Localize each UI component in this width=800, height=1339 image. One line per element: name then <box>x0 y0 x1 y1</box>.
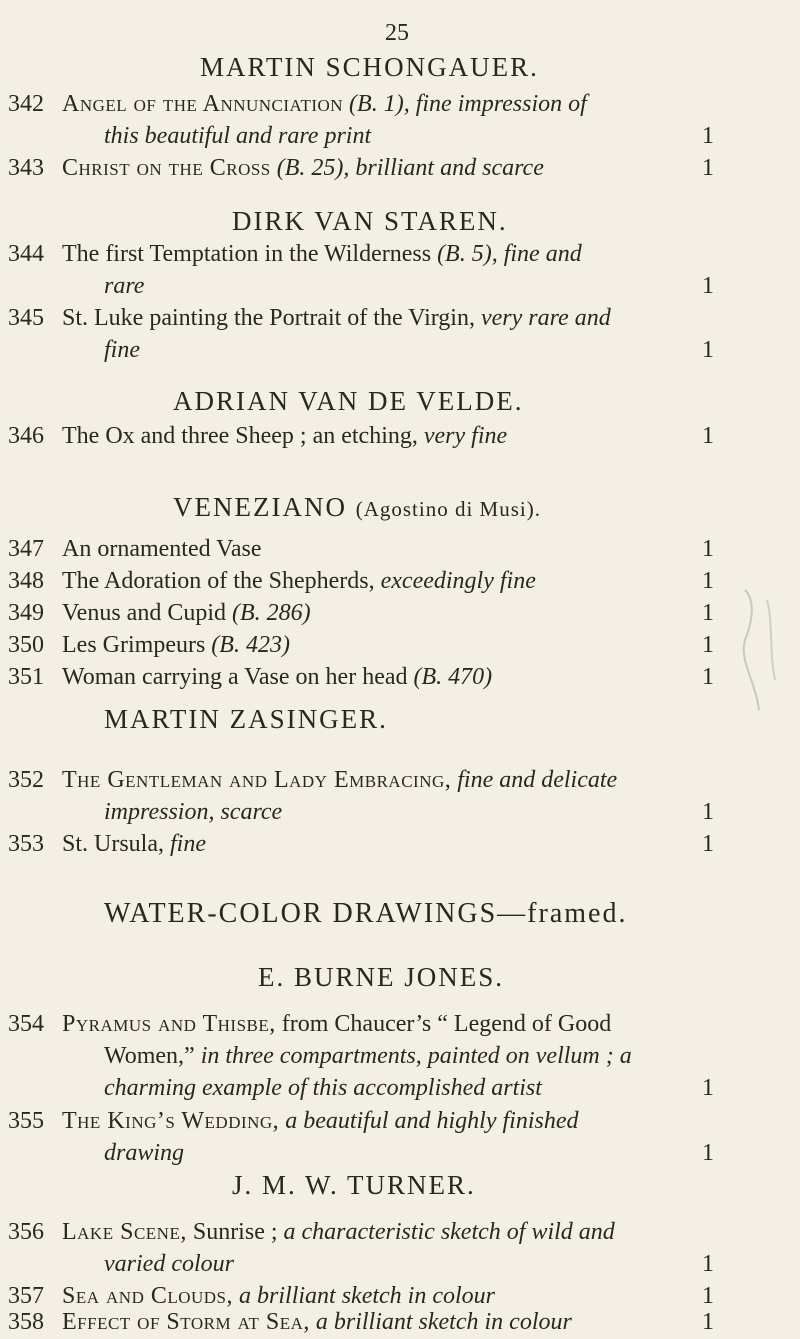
lot-ref: (B. 5), <box>437 241 498 267</box>
lot-description <box>62 1306 712 1338</box>
lot-description <box>62 764 712 796</box>
lot-ref: (B. 25), <box>276 155 350 181</box>
lot-number: 345 <box>8 305 44 331</box>
section-heading-schongauer: MARTIN SCHONGAUER. <box>200 52 539 82</box>
lot-description <box>62 828 712 860</box>
lot-desc: from Chaucer’s “ Legend of Good <box>281 1011 612 1037</box>
lot-number: 354 <box>8 1011 44 1037</box>
lot-number: 351 <box>8 664 44 690</box>
lot-desc-cont: drawing <box>104 1140 185 1166</box>
lot-desc-cont2: charming example of this accomplished artist <box>104 1075 542 1101</box>
lot-desc: exceedingly fine <box>380 568 536 594</box>
lot-qty: 1 <box>702 600 714 626</box>
lot-description <box>62 1008 712 1040</box>
lot-desc: fine <box>170 831 206 857</box>
ink-mark-decoration <box>715 580 795 740</box>
lot-description <box>62 152 712 184</box>
lot-desc-cont <box>104 1040 714 1072</box>
lot-qty: 1 <box>702 799 714 825</box>
lot-title: Christ on the Cross <box>62 155 271 181</box>
lot-desc-cont-b: in three compartments, painted on vellum ; a <box>200 1043 632 1069</box>
lot-description <box>62 420 712 452</box>
lot-qty: 1 <box>702 123 714 149</box>
section-heading-turner: J. M. W. TURNER. <box>232 1170 476 1200</box>
lot-ref: (B. 286) <box>232 600 311 626</box>
lot-title: The King’s Wedding, <box>62 1108 280 1134</box>
section-heading-van-staren: DIRK VAN STAREN. <box>232 206 508 236</box>
lot-title: The first Temptation in the Wilderness <box>62 241 432 267</box>
lot-description <box>62 238 712 270</box>
lot-qty: 1 <box>702 1075 714 1101</box>
lot-qty: 1 <box>702 568 714 594</box>
lot-desc-cont: varied colour <box>104 1251 234 1277</box>
section-heading-van-de-velde: ADRIAN VAN DE VELDE. <box>173 386 524 416</box>
lot-title: Effect of Storm at Sea, <box>62 1309 310 1335</box>
lot-title: St. Ursula, <box>62 831 164 857</box>
lot-desc: very fine <box>423 423 508 449</box>
lot-desc-cont: fine <box>104 337 140 363</box>
section-heading-burne-jones: E. BURNE JONES. <box>258 962 505 992</box>
lot-title: Les Grimpeurs <box>62 632 206 658</box>
lot-qty: 1 <box>702 273 714 299</box>
lot-number: 346 <box>8 423 44 449</box>
lot-desc: a brilliant sketch in colour <box>239 1283 496 1309</box>
lot-title: Sea and Clouds, <box>62 1283 234 1309</box>
lot-qty: 1 <box>702 632 714 658</box>
lot-title: St. Luke painting the Portrait of the Virgin, <box>62 305 475 331</box>
lot-number: 352 <box>8 767 44 793</box>
lot-qty: 1 <box>702 423 714 449</box>
lot-description <box>62 565 712 597</box>
lot-number: 347 <box>8 536 44 562</box>
lot-title: The Gentleman and Lady Embracing, <box>62 767 452 793</box>
lot-desc: fine impression of <box>415 91 587 117</box>
lot-number: 342 <box>8 91 44 117</box>
lot-qty: 1 <box>702 1309 714 1335</box>
lot-description <box>62 661 712 693</box>
lot-number: 355 <box>8 1108 44 1134</box>
veneziano-name: VENEZIANO <box>173 492 347 522</box>
lot-desc-cont: this beautiful and rare print <box>104 123 372 149</box>
lot-qty: 1 <box>702 536 714 562</box>
lot-description <box>62 629 712 661</box>
lot-description <box>62 1216 712 1248</box>
lot-number: 348 <box>8 568 44 594</box>
lot-description <box>62 1105 712 1137</box>
lot-qty: 1 <box>702 664 714 690</box>
lot-number: 349 <box>8 600 44 626</box>
lot-desc: a characteristic sketch of wild and <box>283 1219 615 1245</box>
lot-desc: fine and <box>503 241 582 267</box>
lot-title: Woman carrying a Vase on her head <box>62 664 408 690</box>
lot-desc: brilliant and scarce <box>355 155 544 181</box>
lot-description <box>62 88 712 120</box>
section-heading-watercolor: WATER-COLOR DRAWINGS—framed. <box>104 898 628 929</box>
lot-number: 353 <box>8 831 44 857</box>
lot-title: Venus and Cupid <box>62 600 226 626</box>
page-number: 25 <box>385 20 409 46</box>
veneziano-subname: (Agostino di Musi). <box>355 497 541 521</box>
lot-title: An ornamented Vase <box>62 536 262 562</box>
lot-desc-cont: rare <box>104 273 145 299</box>
lot-qty: 1 <box>702 1283 714 1309</box>
lot-qty: 1 <box>702 1140 714 1166</box>
lot-desc: fine and delicate <box>457 767 618 793</box>
lot-desc: a brilliant sketch in colour <box>315 1309 572 1335</box>
lot-number: 358 <box>8 1309 44 1335</box>
lot-qty: 1 <box>702 831 714 857</box>
lot-number: 350 <box>8 632 44 658</box>
lot-description <box>62 597 712 629</box>
lot-title: Lake Scene, <box>62 1219 187 1245</box>
section-heading-zasinger: MARTIN ZASINGER. <box>104 704 388 734</box>
lot-desc: very rare and <box>480 305 611 331</box>
lot-title: Pyramus and Thisbe, <box>62 1011 276 1037</box>
section-heading-veneziano <box>173 492 541 523</box>
lot-desc-cont: impression, scarce <box>104 799 283 825</box>
lot-subtitle: Sunrise ; <box>192 1219 278 1245</box>
lot-qty: 1 <box>702 337 714 363</box>
lot-number: 357 <box>8 1283 44 1309</box>
lot-number: 343 <box>8 155 44 181</box>
lot-ref: (B. 470) <box>413 664 493 690</box>
lot-title: The Adoration of the Shepherds, <box>62 568 375 594</box>
lot-description <box>62 302 712 334</box>
lot-qty: 1 <box>702 155 714 181</box>
lot-desc-cont-a: Women,” <box>104 1043 195 1069</box>
lot-title: The Ox and three Sheep ; an etching, <box>62 423 418 449</box>
lot-qty: 1 <box>702 1251 714 1277</box>
lot-number: 344 <box>8 241 44 267</box>
lot-title: Angel of the Annunciation <box>62 91 344 117</box>
lot-ref: (B. 423) <box>211 632 290 658</box>
lot-ref: (B. 1), <box>349 91 410 117</box>
lot-desc: a beautiful and highly finished <box>285 1108 579 1134</box>
lot-number: 356 <box>8 1219 44 1245</box>
